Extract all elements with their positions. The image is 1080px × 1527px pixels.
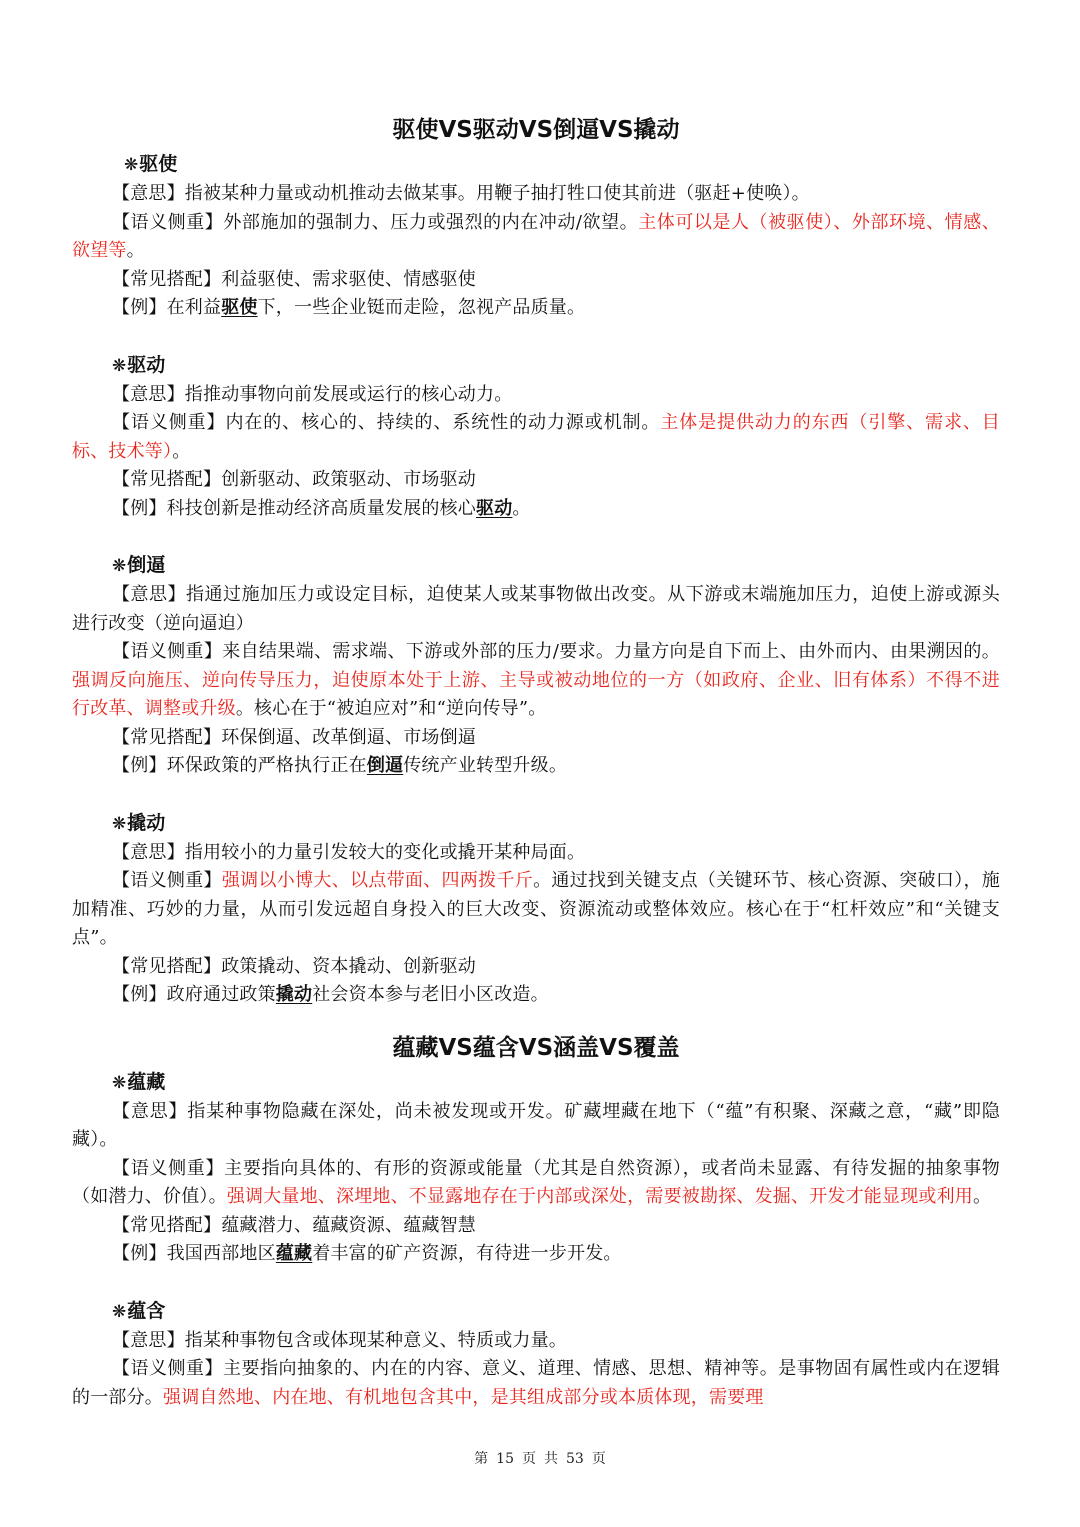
collocation-paragraph: 【常见搭配】蕴藏潜力、蕴藏资源、蕴藏智慧	[112, 1214, 476, 1236]
focus-highlight: 强调以小博大、以点带面、四两拨千斤	[221, 870, 534, 891]
entry-word: 蕴含	[127, 1299, 166, 1322]
example-paragraph	[72, 495, 1000, 524]
example-text-end: 社会资本参与老旧小区改造。	[312, 984, 549, 1005]
collocation-paragraph: 【常见搭配】政策撬动、资本撬动、创新驱动	[112, 955, 476, 977]
example-text: 【例】环保政策的严格执行正在	[112, 755, 367, 776]
focus-highlight: 强调反向施压、逆向传导压力，迫使原本处于上游、主导或被动地位的一方（如政府、企业、旧有体系）不得不进行改革、调整或升级	[72, 669, 1000, 719]
focus-highlight: 强调自然地、内在地、有机地包含其中，是其组成部分或本质体现，需要理	[163, 1386, 764, 1408]
word-entry-qudong	[72, 351, 1000, 524]
example-keyword: 驱使	[221, 297, 258, 318]
example-paragraph	[72, 752, 1000, 781]
asterisk-icon: ❋	[112, 355, 127, 376]
word-entry-qiaodong	[72, 809, 1000, 1010]
total-pages-number: 53	[566, 1451, 584, 1467]
page-footer	[0, 1449, 1080, 1469]
footer-label: 页	[591, 1451, 606, 1467]
semantic-focus-paragraph	[72, 1355, 1000, 1412]
focus-tail: 。核心在于“被迫应对”和“逆向传导”。	[235, 698, 547, 719]
section-title: 驱使VS驱动VS倒逼VS撬动	[392, 117, 680, 143]
focus-text: 【语义侧重】外部施加的强制力、压力或强烈的内在冲动/欲望。	[112, 211, 639, 233]
focus-highlight: 主体是提供动力的东西（引擎、需求、目标、技术等）	[72, 412, 1001, 462]
meaning-paragraph: 【意思】指通过施加压力或设定目标，迫使某人或某事物做出改变。从下游或末端施加压力，迫使上游或源头进行改变（逆向逼迫）	[72, 584, 1000, 634]
example-text-end: 着丰富的矿产资源，有待进一步开发。	[312, 1243, 622, 1264]
meaning-paragraph: 【意思】指被某种力量或动机推动去做某事。用鞭子抽打牲口使其前进（驱赶+使唤）。	[112, 183, 810, 204]
example-text-end: 。	[512, 497, 531, 519]
footer-label: 页	[522, 1451, 536, 1467]
semantic-focus-paragraph	[72, 409, 1000, 466]
asterisk-icon: ❋	[112, 813, 127, 834]
semantic-focus-paragraph	[72, 867, 1000, 953]
semantic-focus-paragraph	[72, 638, 1000, 724]
current-page-number: 15	[496, 1451, 514, 1467]
semantic-focus-paragraph	[72, 209, 1000, 266]
example-keyword: 驱动	[476, 497, 513, 519]
example-keyword: 撬动	[275, 984, 313, 1005]
example-paragraph	[72, 294, 1000, 323]
entry-word: 蕴藏	[127, 1070, 166, 1093]
entry-word: 驱使	[139, 153, 178, 175]
footer-label: 共	[544, 1451, 558, 1467]
asterisk-icon: ❋	[112, 1301, 127, 1322]
meaning-paragraph: 【意思】指用较小的力量引发较大的变化或撬开某种局面。	[112, 841, 586, 863]
word-entry-qushi	[72, 150, 1000, 323]
example-text: 【例】政府通过政策	[112, 984, 276, 1005]
asterisk-icon: ❋	[112, 1072, 127, 1093]
semantic-focus-paragraph	[72, 1155, 1000, 1212]
focus-text: 【语义侧重】内在的、核心的、持续的、系统性的动力源或机制。	[112, 412, 661, 433]
collocation-paragraph: 【常见搭配】环保倒逼、改革倒逼、市场倒逼	[112, 726, 476, 748]
focus-tail: 。	[126, 240, 145, 261]
focus-text: 【语义侧重】主要指向具体的、有形的资源或能量（尤其是自然资源），或者尚未显露、有待发掘的抽象事物（如潜力、价值）。	[72, 1157, 1000, 1207]
asterisk-icon: ❋	[124, 155, 139, 175]
focus-highlight: 强调大量地、深埋地、不显露地存在于内部或深处，需要被勘探、发掘、开发才能显现或利用	[226, 1186, 974, 1207]
word-entry-yunhan	[72, 1297, 1000, 1413]
example-paragraph	[72, 1240, 1000, 1269]
example-text-end: 下，一些企业铤而走险，忽视产品质量。	[257, 297, 586, 318]
focus-tail: 。	[973, 1186, 992, 1207]
entry-heading	[72, 809, 1000, 839]
meaning-paragraph: 【意思】指某种事物隐藏在深处，尚未被发现或开发。矿藏埋藏在地下（“蕴”有积聚、深藏之意，“藏”即隐藏）。	[72, 1100, 1000, 1150]
entry-heading	[72, 351, 1000, 381]
meaning-paragraph: 【意思】指某种事物包含或体现某种意义、特质或力量。	[112, 1329, 567, 1351]
page-content	[72, 114, 1000, 1412]
example-text: 【例】我国西部地区	[112, 1243, 276, 1264]
example-keyword: 蕴藏	[275, 1243, 313, 1264]
focus-tail: 。	[172, 440, 191, 462]
entry-word: 驱动	[127, 353, 166, 376]
focus-tail: 。通过找到关键支点（关键环节、核心资源、突破口），施加精准、巧妙的力量，从而引发远超自身投入的巨大改变、资源流动或整体效应。核心在于“杠杆效应”和“关键支点”。	[72, 870, 1001, 948]
example-text: 【例】科技创新是推动经济高质量发展的核心	[112, 497, 476, 519]
entry-word: 倒逼	[127, 554, 166, 576]
entry-heading	[72, 551, 1000, 581]
word-entry-yuncang	[72, 1068, 1000, 1269]
example-keyword: 倒逼	[366, 755, 404, 776]
focus-text: 【语义侧重】	[112, 870, 222, 891]
asterisk-icon: ❋	[112, 556, 127, 576]
meaning-paragraph: 【意思】指推动事物向前发展或运行的核心动力。	[112, 383, 513, 405]
example-paragraph	[72, 981, 1000, 1010]
collocation-paragraph: 【常见搭配】创新驱动、政策驱动、市场驱动	[112, 469, 476, 490]
focus-text: 【语义侧重】来自结果端、需求端、下游或外部的压力/要求。力量方向是自下而上、由外而内、由果溯因的。	[112, 641, 1000, 662]
entry-heading	[72, 1068, 1000, 1098]
focus-text: 【语义侧重】主要指向抽象的、内在的内容、意义、道理、情感、思想、精神等。是事物固有属性或内在逻辑的一部分。	[72, 1358, 1000, 1408]
collocation-paragraph: 【常见搭配】利益驱使、需求驱使、情感驱使	[112, 268, 476, 290]
focus-highlight: 主体可以是人（被驱使）、外部环境、情感、欲望等	[72, 211, 1000, 261]
entry-heading	[72, 150, 1000, 180]
example-text: 【例】在利益	[112, 297, 222, 318]
example-text-end: 传统产业转型升级。	[403, 755, 568, 776]
entry-word: 撬动	[127, 811, 166, 834]
footer-label: 第	[474, 1451, 489, 1467]
entry-heading	[72, 1297, 1000, 1327]
word-entry-daobi	[72, 551, 1000, 781]
section-title: 蕴藏VS蕴含VS涵盖VS覆盖	[392, 1034, 680, 1061]
